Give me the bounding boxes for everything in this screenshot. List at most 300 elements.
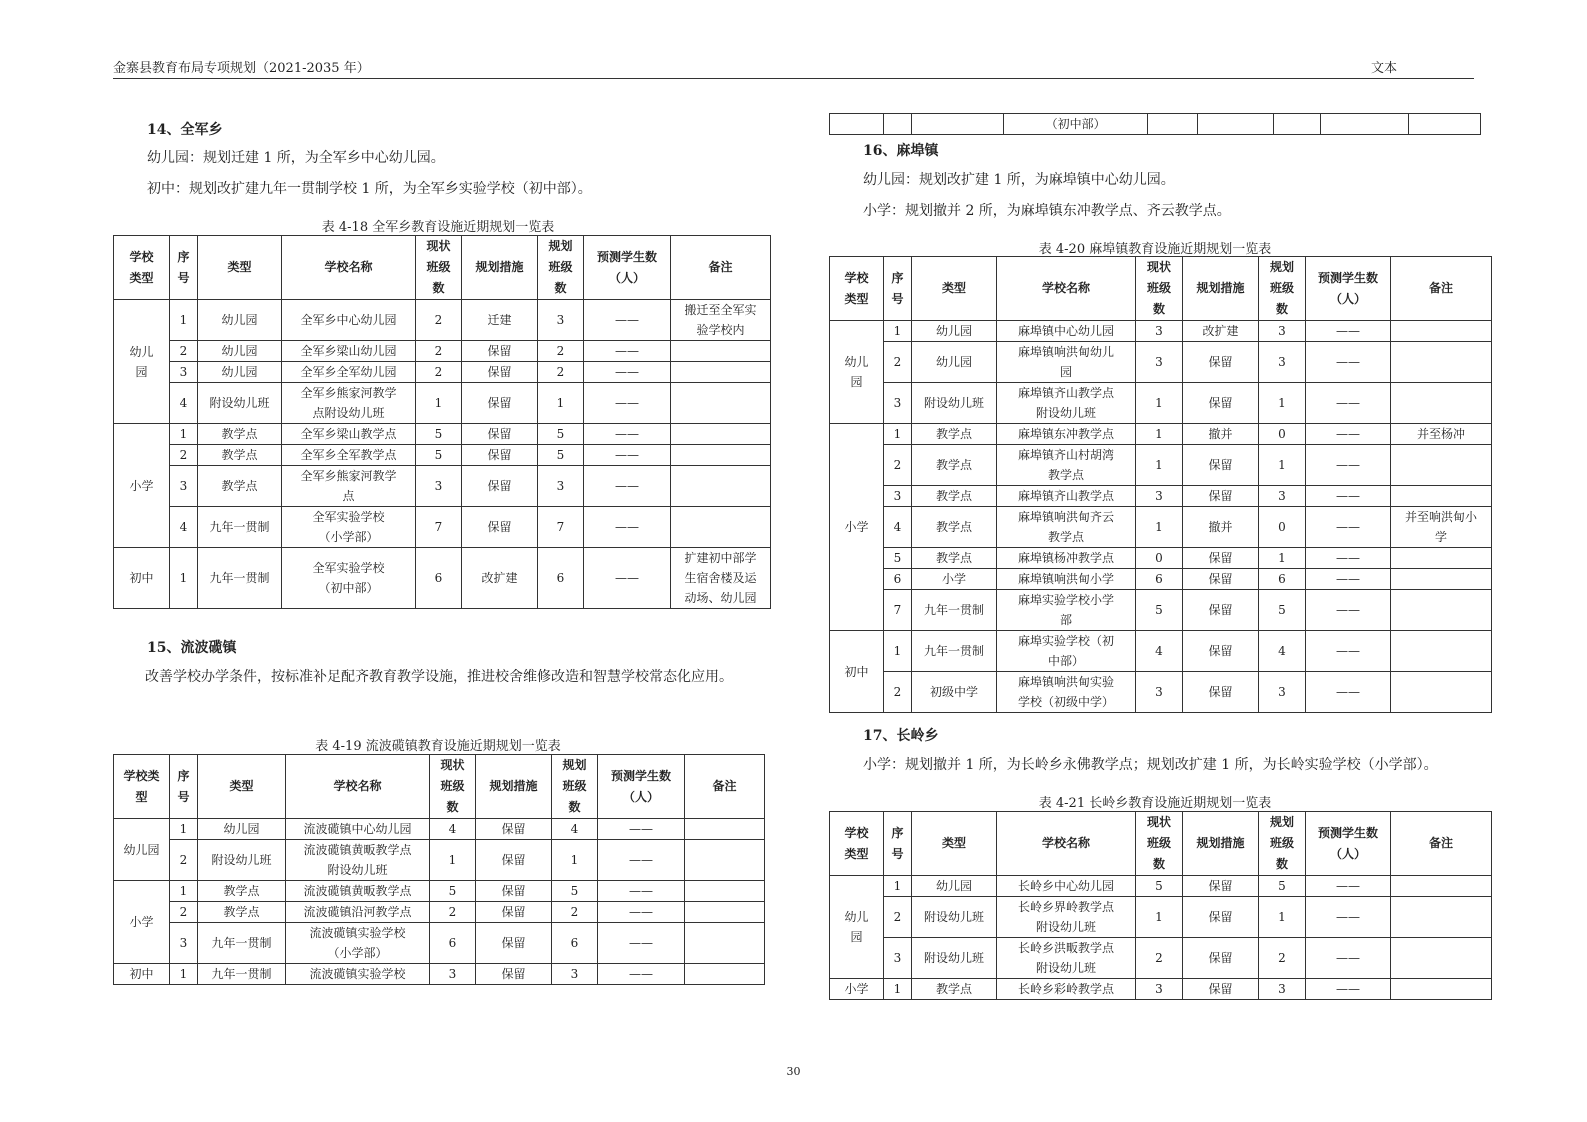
current-classes-cell: 7: [416, 507, 462, 548]
students-cell: ——: [584, 383, 671, 424]
table-row: [830, 383, 1492, 424]
students-cell: ——: [584, 424, 671, 445]
school-name-cell: 麻埠镇齐山村胡湾 教学点: [997, 445, 1136, 486]
current-classes-cell: 3: [1136, 979, 1183, 1000]
type-cell: 附设幼儿班: [912, 938, 997, 979]
document-header-label: 文本: [1371, 61, 1398, 76]
students-cell: ——: [598, 964, 685, 985]
header-students: 预测学生数 （人）: [1306, 257, 1391, 321]
table-row: [114, 881, 765, 902]
planned-classes-cell: 3: [1259, 342, 1306, 383]
seq-cell: 6: [884, 569, 912, 590]
school-name-cell: 全军实验学校 （小学部）: [282, 507, 416, 548]
school-name-cell: 流波𬒗镇沿河教学点: [286, 902, 430, 923]
current-classes-cell: 5: [416, 445, 462, 466]
school-name-cell: 全军乡梁山幼儿园: [282, 341, 416, 362]
seq-cell: 1: [170, 964, 198, 985]
plan-measure-cell: 保留: [476, 840, 552, 881]
type-cell: 幼儿园: [198, 362, 282, 383]
plan-measure-cell: 改扩建: [462, 548, 538, 609]
table-row: [114, 507, 771, 548]
table-row: [830, 486, 1492, 507]
header-type: 类型: [198, 236, 282, 300]
seq-cell: 2: [884, 445, 912, 486]
current-classes-cell: 1: [1136, 507, 1183, 548]
plan-measure-cell: 保留: [476, 964, 552, 985]
planned-classes-cell: 3: [538, 466, 584, 507]
school-category-cell: 小学: [114, 881, 170, 964]
header-seq: 序 号: [170, 236, 198, 300]
table-row: [830, 342, 1492, 383]
seq-cell: 1: [884, 631, 912, 672]
plan-measure-cell: 保留: [462, 466, 538, 507]
plan-measure-cell: 迁建: [462, 300, 538, 341]
plan-measure-cell: 保留: [1183, 486, 1259, 507]
header-planned-classes: 规划 班级 数: [1259, 257, 1306, 321]
students-cell: ——: [1306, 445, 1391, 486]
header-remarks: 备注: [671, 236, 771, 300]
type-cell: 九年一贯制: [198, 923, 286, 964]
type-cell: 教学点: [912, 486, 997, 507]
seq-cell: 3: [170, 466, 198, 507]
current-classes-cell: 2: [416, 362, 462, 383]
students-cell: ——: [1306, 548, 1391, 569]
type-cell: 小学: [912, 569, 997, 590]
type-cell: 幼儿园: [912, 342, 997, 383]
students-cell: ——: [598, 923, 685, 964]
header-planned-classes: 规划 班级 数: [552, 755, 598, 819]
header-students: 预测学生数 （人）: [1306, 812, 1391, 876]
remarks-cell: 扩建初中部学 生宿舍楼及运 动场、幼儿园: [671, 548, 771, 609]
school-name-cell: 麻埠镇杨冲教学点: [997, 548, 1136, 569]
table-row: [830, 979, 1492, 1000]
section-heading-15: 15、流波𬒗镇: [147, 640, 237, 656]
plan-measure-cell: 保留: [1183, 631, 1259, 672]
table-row: [114, 445, 771, 466]
plan-measure-cell: 撤并: [1183, 507, 1259, 548]
document-header-title: 金寨县教育布局专项规划（2021-2035 年）: [113, 61, 370, 76]
type-cell: 教学点: [198, 424, 282, 445]
students-cell: ——: [584, 548, 671, 609]
seq-cell: 1: [884, 979, 912, 1000]
plan-measure-cell: 保留: [1183, 590, 1259, 631]
table-row: [114, 840, 765, 881]
seq-cell: 1: [884, 876, 912, 897]
planned-classes-cell: 3: [1259, 486, 1306, 507]
header-plan-measure: 规划措施: [462, 236, 538, 300]
students-cell: ——: [598, 881, 685, 902]
remarks-cell: [1391, 342, 1492, 383]
s16-paragraph-2: 小学：规划撤并 2 所，为麻埠镇东冲教学点、齐云教学点。: [863, 203, 1231, 219]
students-cell: ——: [598, 819, 685, 840]
planned-classes-cell: 4: [552, 819, 598, 840]
remarks-cell: [671, 362, 771, 383]
seq-cell: 3: [884, 486, 912, 507]
section-heading-16: 16、麻埠镇: [863, 143, 939, 159]
current-classes-cell: 1: [1136, 897, 1183, 938]
table-row: [114, 548, 771, 609]
plan-measure-cell: 保留: [476, 902, 552, 923]
school-name-cell: 全军乡熊家河教学 点: [282, 466, 416, 507]
type-cell: 九年一贯制: [912, 631, 997, 672]
header-remarks: 备注: [685, 755, 765, 819]
planned-classes-cell: 1: [538, 383, 584, 424]
students-cell: ——: [584, 445, 671, 466]
school-name-cell: 流波𬒗镇实验学校: [286, 964, 430, 985]
seq-cell: 1: [170, 300, 198, 341]
students-cell: ——: [584, 362, 671, 383]
table-row: [830, 938, 1492, 979]
table-row: [830, 876, 1492, 897]
school-name-cell: 麻埠镇响洪甸小学: [997, 569, 1136, 590]
type-cell: 附设幼儿班: [198, 840, 286, 881]
remarks-cell: [1391, 383, 1492, 424]
school-name-cell: 流波𬒗镇黄畈教学点: [286, 881, 430, 902]
table-row: [114, 424, 771, 445]
table-caption-4-20: 表 4-20 麻埠镇教育设施近期规划一览表: [1038, 242, 1272, 257]
planned-classes-cell: 0: [1259, 424, 1306, 445]
students-cell: ——: [1306, 590, 1391, 631]
continuation-cell: （初中部）: [1003, 114, 1148, 135]
planned-classes-cell: 3: [552, 964, 598, 985]
students-cell: ——: [1306, 897, 1391, 938]
type-cell: 教学点: [912, 548, 997, 569]
remarks-cell: [1391, 548, 1492, 569]
school-name-cell: 长岭乡中心幼儿园: [997, 876, 1136, 897]
table-header-row: [830, 812, 1492, 876]
students-cell: ——: [1306, 569, 1391, 590]
type-cell: 教学点: [198, 881, 286, 902]
header-students: 预测学生数 （人）: [598, 755, 685, 819]
planned-classes-cell: 1: [1259, 897, 1306, 938]
planned-classes-cell: 0: [1259, 507, 1306, 548]
planned-classes-cell: 5: [552, 881, 598, 902]
planned-classes-cell: 1: [1259, 383, 1306, 424]
table-row: [830, 321, 1492, 342]
type-cell: 九年一贯制: [198, 964, 286, 985]
school-category-cell: 幼儿 园: [830, 876, 884, 979]
planned-classes-cell: 3: [1259, 321, 1306, 342]
table-caption-4-21: 表 4-21 长岭乡教育设施近期规划一览表: [1038, 796, 1272, 811]
school-name-cell: 全军乡熊家河教学 点附设幼儿班: [282, 383, 416, 424]
header-type: 类型: [912, 257, 997, 321]
planned-classes-cell: 1: [552, 840, 598, 881]
s16-paragraph-1: 幼儿园：规划改扩建 1 所，为麻埠镇中心幼儿园。: [863, 172, 1175, 188]
remarks-cell: [671, 507, 771, 548]
school-name-cell: 长岭乡界岭教学点 附设幼儿班: [997, 897, 1136, 938]
plan-measure-cell: 保留: [1183, 383, 1259, 424]
table-row: [830, 569, 1492, 590]
school-category-cell: 小学: [830, 979, 884, 1000]
seq-cell: 5: [884, 548, 912, 569]
type-cell: 教学点: [198, 445, 282, 466]
planned-classes-cell: 7: [538, 507, 584, 548]
plan-measure-cell: 保留: [462, 362, 538, 383]
current-classes-cell: 5: [1136, 876, 1183, 897]
remarks-cell: 搬迁至全军实 验学校内: [671, 300, 771, 341]
s15-paragraph-1: 改善学校办学条件，按标准补足配齐教育教学设施，推进校舍维修改造和智慧学校常态化应用。: [145, 669, 733, 685]
planned-classes-cell: 3: [1259, 672, 1306, 713]
planned-classes-cell: 3: [1259, 979, 1306, 1000]
header-school-category: 学校 类型: [114, 236, 170, 300]
type-cell: 九年一贯制: [198, 507, 282, 548]
remarks-cell: [685, 923, 765, 964]
school-name-cell: 全军实验学校 （初中部）: [282, 548, 416, 609]
header-school-name: 学校名称: [286, 755, 430, 819]
seq-cell: 1: [170, 548, 198, 609]
seq-cell: 1: [170, 819, 198, 840]
type-cell: 教学点: [912, 445, 997, 486]
students-cell: ——: [1306, 979, 1391, 1000]
remarks-cell: [1391, 590, 1492, 631]
plan-measure-cell: 保留: [1183, 876, 1259, 897]
plan-measure-cell: 保留: [1183, 938, 1259, 979]
table-row: [830, 672, 1492, 713]
table-row: [830, 445, 1492, 486]
table-row: [830, 897, 1492, 938]
current-classes-cell: 1: [1136, 424, 1183, 445]
header-students: 预测学生数 （人）: [584, 236, 671, 300]
students-cell: ——: [1306, 938, 1391, 979]
header-planned-classes: 规划 班级 数: [1259, 812, 1306, 876]
table-row: [830, 424, 1492, 445]
students-cell: ——: [598, 840, 685, 881]
type-cell: 幼儿园: [912, 321, 997, 342]
header-school-name: 学校名称: [997, 812, 1136, 876]
current-classes-cell: 1: [416, 383, 462, 424]
plan-measure-cell: 保留: [476, 819, 552, 840]
remarks-cell: [1391, 979, 1492, 1000]
seq-cell: 2: [170, 840, 198, 881]
header-school-category: 学校 类型: [830, 257, 884, 321]
remarks-cell: [671, 341, 771, 362]
header-school-name: 学校名称: [997, 257, 1136, 321]
seq-cell: 2: [170, 445, 198, 466]
planned-classes-cell: 6: [552, 923, 598, 964]
plan-measure-cell: 保留: [1183, 979, 1259, 1000]
seq-cell: 4: [170, 507, 198, 548]
seq-cell: 1: [170, 424, 198, 445]
table-4-20: [829, 256, 1492, 713]
school-name-cell: 流波𬒗镇中心幼儿园: [286, 819, 430, 840]
planned-classes-cell: 3: [538, 300, 584, 341]
plan-measure-cell: 保留: [476, 923, 552, 964]
school-category-cell: 幼儿 园: [114, 300, 170, 424]
students-cell: ——: [1306, 321, 1391, 342]
school-name-cell: 流波𬒗镇实验学校 （小学部）: [286, 923, 430, 964]
planned-classes-cell: 5: [1259, 590, 1306, 631]
header-plan-measure: 规划措施: [476, 755, 552, 819]
seq-cell: 2: [884, 672, 912, 713]
table-row: [114, 466, 771, 507]
school-name-cell: 全军乡全军幼儿园: [282, 362, 416, 383]
current-classes-cell: 1: [1136, 383, 1183, 424]
remarks-cell: [1391, 321, 1492, 342]
table-caption-4-19: 表 4-19 流波𬒗镇教育设施近期规划一览表: [315, 739, 561, 754]
remarks-cell: [685, 881, 765, 902]
type-cell: 九年一贯制: [912, 590, 997, 631]
school-name-cell: 麻埠镇齐山教学点 附设幼儿班: [997, 383, 1136, 424]
header-plan-measure: 规划措施: [1183, 812, 1259, 876]
table-4-18: [113, 235, 771, 609]
remarks-cell: [1391, 631, 1492, 672]
school-name-cell: 全军乡全军教学点: [282, 445, 416, 466]
current-classes-cell: 1: [430, 840, 476, 881]
type-cell: 初级中学: [912, 672, 997, 713]
remarks-cell: [685, 819, 765, 840]
current-classes-cell: 3: [416, 466, 462, 507]
students-cell: ——: [1306, 876, 1391, 897]
table-4-19-continuation: [829, 113, 1481, 135]
remarks-cell: [685, 964, 765, 985]
school-name-cell: 全军乡中心幼儿园: [282, 300, 416, 341]
header-current-classes: 现状 班级 数: [430, 755, 476, 819]
students-cell: ——: [598, 902, 685, 923]
remarks-cell: [671, 424, 771, 445]
type-cell: 幼儿园: [198, 341, 282, 362]
s17-paragraph-1: 小学：规划撤并 1 所，为长岭乡永佛教学点；规划改扩建 1 所，为长岭实验学校（小学部）。: [863, 757, 1438, 773]
school-category-cell: 小学: [830, 424, 884, 631]
students-cell: ——: [1306, 486, 1391, 507]
header-remarks: 备注: [1391, 812, 1492, 876]
school-name-cell: 麻埠镇中心幼儿园: [997, 321, 1136, 342]
remarks-cell: [1391, 897, 1492, 938]
plan-measure-cell: 保留: [1183, 445, 1259, 486]
s14-paragraph-2: 初中：规划改扩建九年一贯制学校 1 所，为全军乡实验学校（初中部）。: [147, 181, 592, 197]
table-row: [114, 819, 765, 840]
current-classes-cell: 5: [1136, 590, 1183, 631]
current-classes-cell: 6: [1136, 569, 1183, 590]
school-name-cell: 麻埠镇响洪甸实验 学校（初级中学）: [997, 672, 1136, 713]
current-classes-cell: 3: [1136, 321, 1183, 342]
table-row: [114, 902, 765, 923]
current-classes-cell: 4: [1136, 631, 1183, 672]
planned-classes-cell: 6: [538, 548, 584, 609]
remarks-cell: [1391, 486, 1492, 507]
current-classes-cell: 4: [430, 819, 476, 840]
school-name-cell: 长岭乡彩岭教学点: [997, 979, 1136, 1000]
remarks-cell: 并至杨冲: [1391, 424, 1492, 445]
type-cell: 幼儿园: [912, 876, 997, 897]
table-caption-4-18: 表 4-18 全军乡教育设施近期规划一览表: [321, 220, 555, 235]
school-category-cell: 幼儿 园: [830, 321, 884, 424]
school-name-cell: 麻埠镇响洪甸齐云 教学点: [997, 507, 1136, 548]
school-category-cell: 初中: [114, 964, 170, 985]
remarks-cell: [671, 445, 771, 466]
type-cell: 幼儿园: [198, 819, 286, 840]
current-classes-cell: 3: [1136, 486, 1183, 507]
planned-classes-cell: 5: [1259, 876, 1306, 897]
header-school-category: 学校 类型: [830, 812, 884, 876]
remarks-cell: [671, 383, 771, 424]
current-classes-cell: 5: [416, 424, 462, 445]
current-classes-cell: 3: [1136, 672, 1183, 713]
header-planned-classes: 规划 班级 数: [538, 236, 584, 300]
plan-measure-cell: 保留: [462, 507, 538, 548]
current-classes-cell: 1: [1136, 445, 1183, 486]
plan-measure-cell: 改扩建: [1183, 321, 1259, 342]
seq-cell: 3: [170, 923, 198, 964]
table-row: [830, 590, 1492, 631]
table-header-row: [114, 236, 771, 300]
seq-cell: 3: [170, 362, 198, 383]
remarks-cell: 并至响洪甸小 学: [1391, 507, 1492, 548]
table-header-row: [114, 755, 765, 819]
seq-cell: 1: [884, 321, 912, 342]
table-row: [830, 507, 1492, 548]
current-classes-cell: 2: [416, 341, 462, 362]
type-cell: 教学点: [912, 507, 997, 548]
type-cell: 九年一贯制: [198, 548, 282, 609]
remarks-cell: [1391, 569, 1492, 590]
planned-classes-cell: 2: [552, 902, 598, 923]
remarks-cell: [685, 902, 765, 923]
students-cell: ——: [1306, 631, 1391, 672]
header-type: 类型: [912, 812, 997, 876]
seq-cell: 3: [884, 938, 912, 979]
planned-classes-cell: 1: [1259, 548, 1306, 569]
page-number: 30: [786, 1065, 801, 1078]
table-row: [114, 923, 765, 964]
planned-classes-cell: 2: [538, 362, 584, 383]
students-cell: ——: [1306, 424, 1391, 445]
header-seq: 序 号: [884, 812, 912, 876]
plan-measure-cell: 保留: [462, 383, 538, 424]
type-cell: 幼儿园: [198, 300, 282, 341]
table-row: [114, 383, 771, 424]
planned-classes-cell: 5: [538, 445, 584, 466]
remarks-cell: [1391, 876, 1492, 897]
plan-measure-cell: 保留: [1183, 548, 1259, 569]
table-row: [114, 341, 771, 362]
school-name-cell: 麻埠镇齐山教学点: [997, 486, 1136, 507]
header-rule: [113, 78, 1474, 79]
school-name-cell: 长岭乡洪畈教学点 附设幼儿班: [997, 938, 1136, 979]
students-cell: ——: [1306, 383, 1391, 424]
students-cell: ——: [1306, 672, 1391, 713]
school-name-cell: 全军乡梁山教学点: [282, 424, 416, 445]
planned-classes-cell: 2: [1259, 938, 1306, 979]
planned-classes-cell: 2: [538, 341, 584, 362]
header-current-classes: 现状 班级 数: [416, 236, 462, 300]
remarks-cell: [1391, 672, 1492, 713]
school-category-cell: 幼儿园: [114, 819, 170, 881]
planned-classes-cell: 6: [1259, 569, 1306, 590]
s14-paragraph-1: 幼儿园：规划迁建 1 所，为全军乡中心幼儿园。: [147, 150, 445, 166]
remarks-cell: [1391, 938, 1492, 979]
type-cell: 教学点: [912, 424, 997, 445]
plan-measure-cell: 保留: [1183, 897, 1259, 938]
table-row: [114, 362, 771, 383]
header-school-name: 学校名称: [282, 236, 416, 300]
school-category-cell: 初中: [114, 548, 170, 609]
header-current-classes: 现状 班级 数: [1136, 812, 1183, 876]
seq-cell: 7: [884, 590, 912, 631]
header-seq: 序 号: [884, 257, 912, 321]
table-4-21: [829, 811, 1492, 1000]
table-header-row: [830, 257, 1492, 321]
type-cell: 附设幼儿班: [912, 897, 997, 938]
section-heading-17: 17、长岭乡: [863, 728, 939, 744]
seq-cell: 3: [884, 383, 912, 424]
plan-measure-cell: 保留: [1183, 569, 1259, 590]
plan-measure-cell: 保留: [462, 341, 538, 362]
current-classes-cell: 5: [430, 881, 476, 902]
table-row: [114, 964, 765, 985]
current-classes-cell: 3: [1136, 342, 1183, 383]
students-cell: ——: [584, 466, 671, 507]
header-seq: 序 号: [170, 755, 198, 819]
